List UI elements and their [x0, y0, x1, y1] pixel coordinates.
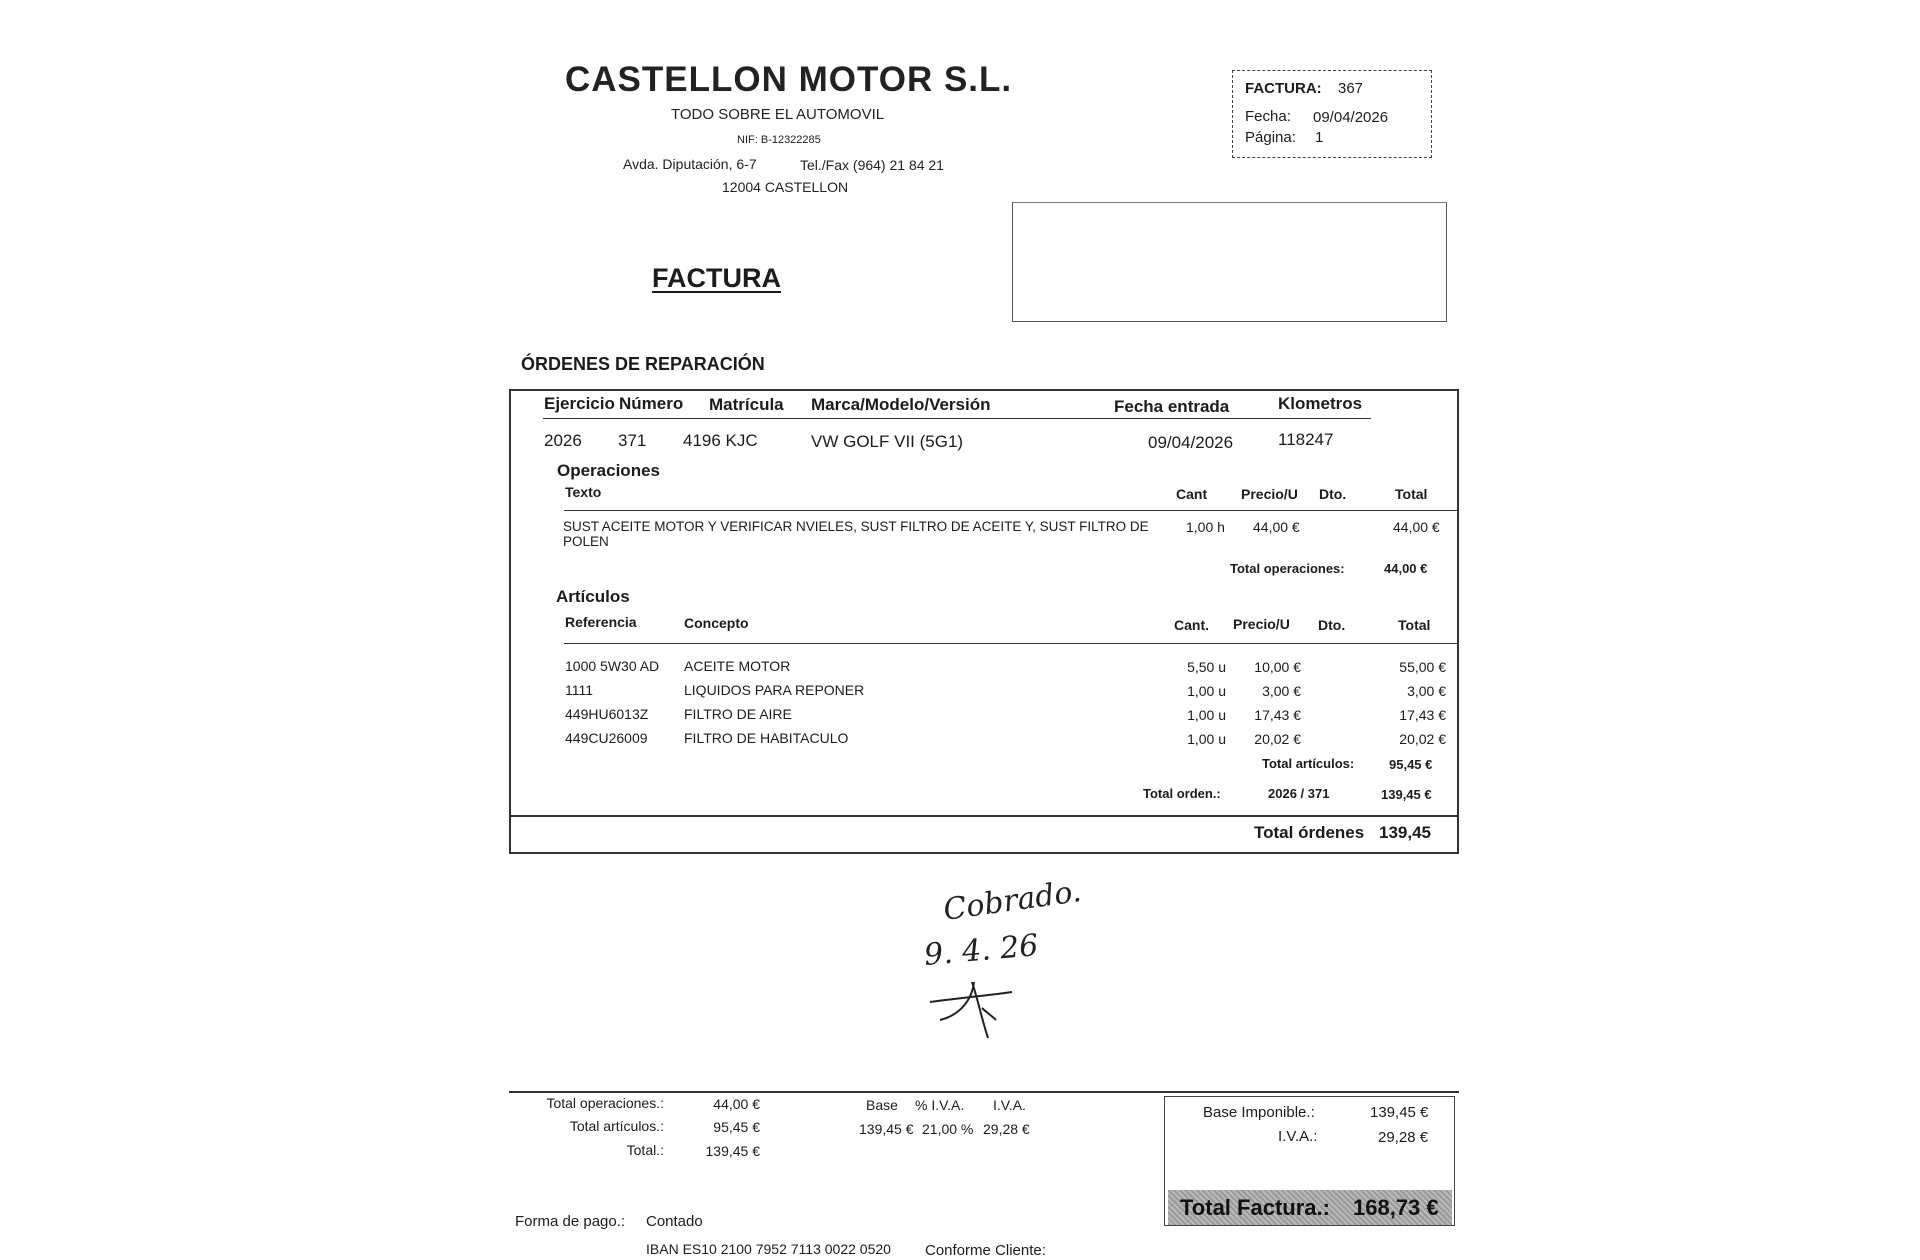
conforme-cliente: Conforme Cliente: — [925, 1242, 1046, 1259]
art-total: 3,00 € — [1407, 683, 1446, 699]
art-ref: 1111 — [565, 682, 594, 698]
art-total-label: Total artículos: — [1262, 756, 1355, 771]
art-precio: 10,00 € — [1254, 659, 1301, 675]
op-text-cont: POLEN — [563, 534, 609, 549]
orders-section-title: ÓRDENES DE REPARACIÓN — [521, 354, 765, 374]
tax-pct-value: 21,00 % — [922, 1121, 974, 1137]
art-concepto: FILTRO DE AIRE — [684, 706, 792, 722]
total-factura-label: Total Factura.: — [1180, 1195, 1330, 1220]
ops-total-value: 44,00 € — [1384, 561, 1428, 576]
art-ref: 1000 5W30 AD — [565, 658, 660, 674]
order-fecha: 09/04/2026 — [1148, 433, 1234, 452]
art-col-concepto: Concepto — [684, 615, 749, 631]
orders-table — [509, 389, 1459, 854]
art-concepto: FILTRO DE HABITACULO — [684, 730, 849, 746]
header-divider — [543, 418, 1371, 419]
order-matricula: 4196 KJC — [683, 431, 758, 450]
summary-total-value: 139,45 € — [705, 1143, 760, 1159]
col-kilometros: Klometros — [1278, 394, 1363, 413]
summary-arts-label: Total artículos.: — [569, 1118, 664, 1134]
company-city: 12004 CASTELLON — [722, 179, 849, 195]
client-address-box — [1012, 202, 1447, 322]
company-name: CASTELLON MOTOR S.L. — [565, 60, 1013, 99]
company-tagline: TODO SOBRE EL AUTOMOVIL — [671, 106, 885, 123]
payment-label: Forma de pago.: — [515, 1213, 626, 1230]
iva-label: I.V.A.: — [1278, 1128, 1318, 1145]
base-imponible-label: Base Imponible.: — [1203, 1104, 1315, 1121]
orders-total-divider — [511, 815, 1457, 817]
art-total: 17,43 € — [1399, 707, 1446, 723]
art-total-value: 95,45 € — [1389, 757, 1433, 772]
document-title: FACTURA — [652, 263, 781, 293]
art-concepto: LIQUIDOS PARA REPONER — [684, 682, 865, 698]
col-fecha-entrada: Fecha entrada — [1114, 397, 1230, 416]
order-numero: 371 — [618, 431, 647, 450]
ops-total-label: Total operaciones: — [1230, 561, 1345, 576]
payment-iban: IBAN ES10 2100 7952 7113 0022 0520 — [646, 1241, 891, 1257]
company-nif: NIF: B-12322285 — [737, 134, 821, 146]
art-cant: 5,50 u — [1187, 659, 1226, 675]
art-cant: 1,00 u — [1187, 731, 1226, 747]
order-km: 118247 — [1278, 430, 1334, 449]
art-total: 55,00 € — [1399, 659, 1446, 675]
art-precio: 3,00 € — [1262, 683, 1301, 699]
tax-base-value: 139,45 € — [859, 1121, 914, 1137]
order-ref: 2026 / 371 — [1268, 786, 1330, 801]
operaciones-title: Operaciones — [557, 461, 660, 480]
order-marca: VW GOLF VII (5G1) — [811, 432, 964, 451]
ops-col-cant: Cant — [1176, 486, 1208, 502]
order-ejercicio: 2026 — [544, 431, 582, 450]
col-ejercicio: Ejercicio — [544, 394, 615, 413]
art-precio: 17,43 € — [1254, 707, 1301, 723]
tax-iva-value: 29,28 € — [983, 1121, 1030, 1137]
art-col-dto: Dto. — [1318, 617, 1346, 633]
handwritten-date: 9. 4. 26 — [922, 928, 1040, 973]
art-precio: 20,02 € — [1254, 731, 1301, 747]
op-cant: 1,00 h — [1186, 519, 1225, 535]
total-factura-value: 168,73 € — [1353, 1195, 1439, 1220]
art-total: 20,02 € — [1399, 731, 1446, 747]
invoice-page-label: Página: — [1245, 129, 1296, 146]
art-col-precio: Precio/U — [1233, 616, 1290, 632]
invoice-number: 367 — [1338, 80, 1364, 97]
invoice-number-label: FACTURA: — [1245, 80, 1322, 97]
handwritten-cobrado: Cobrado. — [941, 873, 1084, 928]
op-text: SUST ACEITE MOTOR Y VERIFICAR NVIELES, SUST FILTRO DE ACEITE Y, SUST FILTRO DE — [563, 519, 1149, 534]
iva-value: 29,28 € — [1378, 1129, 1429, 1146]
ops-divider — [564, 510, 1458, 511]
art-ref: 449HU6013Z — [565, 706, 649, 722]
handwritten-note — [900, 870, 1130, 1040]
art-cant: 1,00 u — [1187, 707, 1226, 723]
op-precio: 44,00 € — [1253, 519, 1300, 535]
articulos-title: Artículos — [556, 587, 630, 606]
summary-arts-value: 95,45 € — [713, 1119, 760, 1135]
art-col-referencia: Referencia — [565, 614, 637, 630]
art-ref: 449CU26009 — [565, 730, 648, 746]
tax-col-pct: % I.V.A. — [915, 1097, 965, 1113]
ops-col-dto: Dto. — [1319, 486, 1347, 502]
signature-mark — [930, 982, 1012, 1038]
order-total-label: Total orden.: — [1143, 786, 1221, 801]
col-matricula: Matrícula — [709, 395, 784, 414]
all-orders-total: 139,45 — [1379, 823, 1431, 842]
invoice-date-label: Fecha: — [1245, 108, 1291, 125]
all-orders-label: Total órdenes — [1254, 823, 1365, 842]
tax-col-base: Base — [866, 1097, 898, 1113]
company-address: Avda. Diputación, 6-7 — [623, 156, 757, 172]
base-imponible-value: 139,45 € — [1370, 1104, 1429, 1121]
tax-col-iva: I.V.A. — [993, 1097, 1026, 1113]
company-phone: Tel./Fax (964) 21 84 21 — [800, 157, 944, 173]
invoice-date: 09/04/2026 — [1313, 109, 1389, 126]
art-concepto: ACEITE MOTOR — [684, 658, 791, 674]
summary-ops-label: Total operaciones.: — [546, 1095, 664, 1111]
invoice-page: 1 — [1315, 129, 1324, 146]
art-col-total: Total — [1398, 617, 1431, 633]
order-total-value: 139,45 € — [1381, 787, 1432, 802]
summary-rule — [509, 1091, 1459, 1093]
payment-method: Contado — [646, 1213, 703, 1230]
art-cant: 1,00 u — [1187, 683, 1226, 699]
ops-col-precio: Precio/U — [1241, 486, 1298, 502]
ops-col-texto: Texto — [565, 484, 602, 500]
op-total: 44,00 € — [1393, 519, 1440, 535]
col-marca: Marca/Modelo/Versión — [811, 395, 991, 414]
ops-col-total: Total — [1395, 486, 1428, 502]
col-numero: Número — [619, 394, 684, 413]
summary-ops-value: 44,00 € — [713, 1096, 760, 1112]
summary-total-label: Total.: — [626, 1142, 664, 1158]
art-col-cant: Cant. — [1174, 617, 1209, 633]
art-divider — [564, 643, 1458, 644]
